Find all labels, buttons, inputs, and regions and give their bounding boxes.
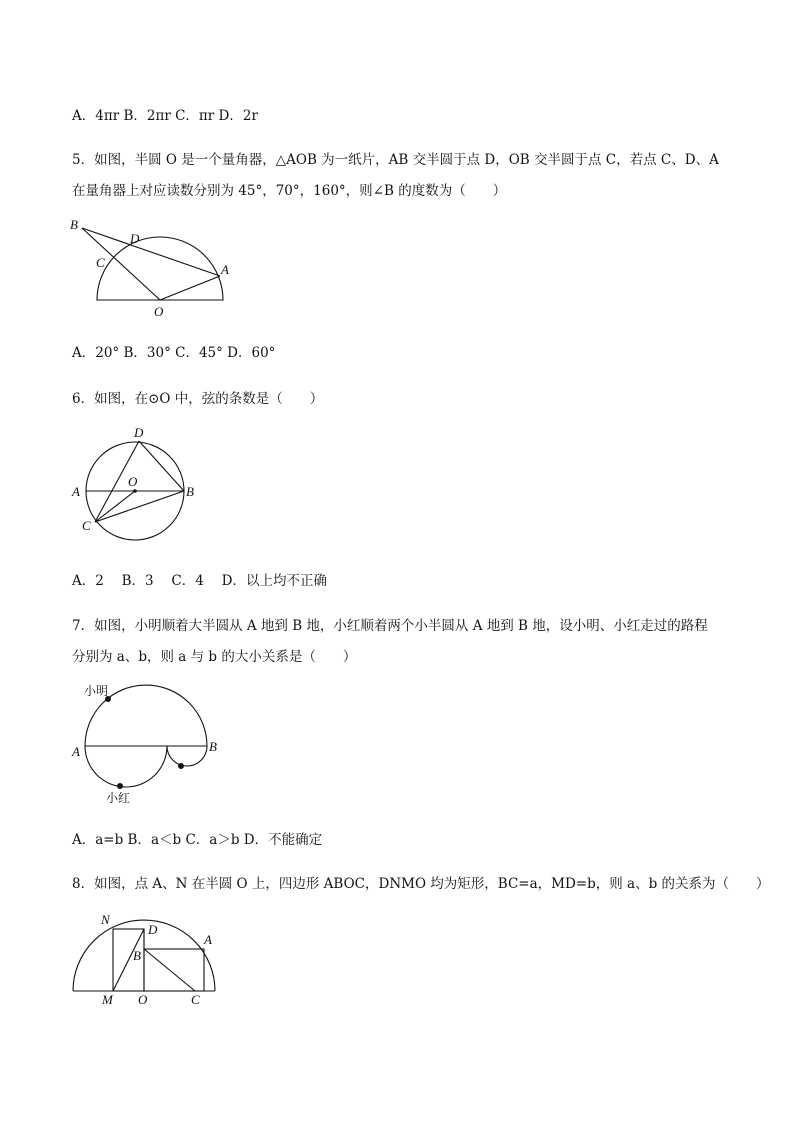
q7-xiaohong-dot (117, 783, 123, 789)
q8-label-C: C (191, 992, 200, 1007)
q4-options: A．4πr B．2πr C．πr D．2r (72, 108, 258, 124)
q7-small-semicircle-1 (85, 746, 167, 787)
q5-label-B: B (70, 217, 78, 232)
q7-semicircles-figure (64, 676, 234, 811)
q5-semicircle (97, 237, 223, 300)
q7-label-B: B (209, 739, 217, 754)
q7-label-xiaoming: 小明 (84, 684, 109, 698)
q8-label-N: N (101, 912, 110, 927)
q8-label-B: B (133, 948, 141, 963)
q6-center-dot (133, 489, 137, 493)
q6-circle-figure (64, 420, 214, 545)
q7-small-semicircle-2 (167, 746, 207, 766)
q6-options: A．2 B．3 C．4 D．以上均不正确 (72, 573, 327, 589)
q8-label-D: D (148, 922, 158, 937)
q8-label-M: M (102, 992, 113, 1007)
q5-options: A．20° B．30° C．45° D．60° (72, 345, 276, 361)
q8-label-O: O (138, 992, 148, 1007)
q5-label-O: O (154, 304, 164, 319)
q7-options: A．a=b B．a＜b C．a＞b D．不能确定 (72, 832, 323, 848)
q6-label-B: B (186, 484, 194, 499)
q8-segment-BC (144, 949, 195, 991)
q7-stem-line2: 分别为 a、b，则 a 与 b 的大小关系是（ ） (72, 649, 357, 665)
q8-stem: 8．如图，点 A、N 在半圆 O 上，四边形 ABOC，DNMO 均为矩形，BC=a，MD=b，则 a、b 的关系为（ ） (72, 876, 770, 892)
q8-rectangle-ABOC (144, 949, 204, 991)
q6-label-C: C (82, 518, 91, 533)
q6-segment-CO (95, 491, 135, 522)
q5-segment-OA (160, 276, 220, 300)
q6-label-O: O (128, 474, 138, 489)
q5-segment-BO (82, 228, 160, 300)
q7-small-dot (178, 763, 184, 769)
q5-label-A: A (221, 262, 229, 277)
q6-label-D: D (134, 425, 144, 440)
q6-stem: 6．如图，在⊙O 中，弦的条数是（ ） (72, 391, 324, 407)
q5-label-C: C (96, 255, 105, 270)
q7-stem-line1: 7．如图，小明顺着大半圆从 A 地到 B 地，小红顺着两个小半圆从 A 地到 B 地，设小明、小红走过的路程 (72, 618, 708, 634)
q7-label-xiaohong: 小红 (106, 791, 131, 805)
q8-rectangles-figure (64, 905, 234, 1010)
q7-label-A: A (72, 744, 80, 759)
q6-label-A: A (72, 484, 80, 499)
q5-protractor-figure (60, 210, 250, 325)
q6-chord-CB (95, 491, 184, 522)
q8-label-A: A (204, 932, 212, 947)
q5-stem-line2: 在量角器上对应读数分别为 45°，70°，160°，则∠B 的度数为（ ） (72, 183, 507, 199)
q5-stem-line1: 5．如图，半圆 O 是一个量角器，△AOB 为一纸片，AB 交半圆于点 D，OB 交半圆于点 C，若点 C、D、A (72, 152, 719, 168)
q5-label-D: D (130, 231, 140, 246)
